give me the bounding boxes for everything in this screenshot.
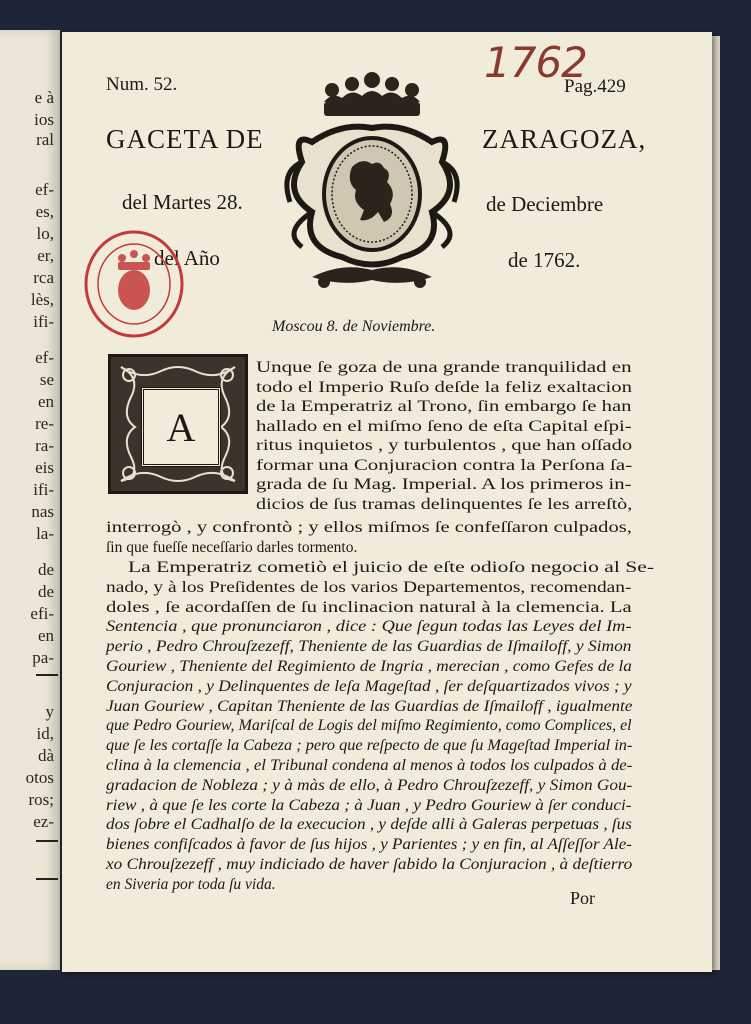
article-line: interrogò , y confrontò ; y ellos miſmos ſe confeſſaron culpados, xyxy=(106,519,632,537)
library-stamp-icon xyxy=(82,228,186,340)
page-number: Pag.429 xyxy=(564,76,626,97)
left-page-fragment: ios xyxy=(34,110,54,129)
left-page-fragment: ez- xyxy=(33,812,54,831)
article-line: de la Emperatriz al Trono, ſin embargo ſe han xyxy=(256,398,632,415)
article-line: xo Chrouſzezeff , muy indiciado de haver ſabido la Conjuracion , à deſtierro xyxy=(106,856,633,873)
left-page-fragment: eis xyxy=(35,458,54,477)
rule-line xyxy=(36,674,58,676)
article-line: nado, y à los Preſidentes de los varios Departementos, recomendan- xyxy=(106,578,632,596)
decorative-initial xyxy=(108,354,248,494)
left-page-fragment: lo, xyxy=(36,224,54,243)
article-line: Sentencia , que pronunciaron , dice : Que ſegun todas las Leyes del Im- xyxy=(106,618,632,636)
left-page-fragment: otos xyxy=(25,768,54,787)
left-page-fragment: lès, xyxy=(30,290,54,309)
rule-line xyxy=(36,840,58,842)
left-page-fragment: es, xyxy=(35,202,54,221)
left-page-fragment: en xyxy=(37,626,54,645)
left-page-fragment: la- xyxy=(36,524,54,543)
left-page-fragment: ral xyxy=(36,130,54,149)
left-page-fragment: er, xyxy=(37,246,54,265)
article-line: grada de ſu Mag. Imperial. A los primeros in- xyxy=(256,476,632,493)
left-page-fragment: ros; xyxy=(28,790,54,809)
left-page-fragment: ra- xyxy=(35,436,54,455)
article-line: Juan Gouriew , Capitan Theniente de las Guardias de Iſmailoff , igualmente xyxy=(106,697,633,715)
initial-letter: A xyxy=(141,387,221,467)
article-line: clina à la clemencia , el Tribunal condena al menos à todos los culpados à de- xyxy=(106,757,633,774)
year-value: de 1762. xyxy=(508,248,581,272)
left-page-fragment: de xyxy=(37,582,54,601)
adjacent-page-fragment xyxy=(0,30,60,970)
article-line: La Emperatriz cometiò el juicio de eſte odioſo negocio al Se- xyxy=(128,559,655,576)
left-page-fragment: pa- xyxy=(32,648,54,667)
article-line: gradacion de Nobleza ; y à màs de ello, à Pedro Chrouſzezeff, y Simon Gou- xyxy=(106,776,633,794)
article-line: ritus inquietos , y turbulentos , que han oſſado xyxy=(256,437,633,454)
left-page-fragment: dà xyxy=(37,746,54,765)
left-page-fragment: nas xyxy=(31,502,54,521)
article-line: que ſe les cortaſſe la Cabeza ; pero que reſpecto de que ſu Mageſtad Imperial in- xyxy=(106,737,633,755)
article-line: dicios de ſus tramas delinquentes ſe les arreſtò, xyxy=(256,495,633,513)
date-weekday: del Martes 28. xyxy=(122,190,243,214)
article-line: todo el Imperio Ruſo deſde la feliz exaltacion xyxy=(256,378,633,396)
gazette-page xyxy=(62,32,712,972)
article-line: bienes confiſcados à favor de ſus hijos , y Parientes ; y en fin, al Aſſeſſor Ale- xyxy=(106,836,632,854)
date-month: de Deciembre xyxy=(486,192,604,216)
left-page-fragment: e à xyxy=(34,88,54,107)
article-line: ſin que fueſſe neceſſario darles tormento. xyxy=(106,539,358,557)
article-line: riew , à que ſe les corte la Cabeza ; à Juan , y Pedro Gouriew à ſer conduci- xyxy=(106,796,632,814)
article-line: doles , ſe acordaſſen de ſu inclinacion natural à la clemencia. La xyxy=(106,598,632,616)
left-page-fragment: efi- xyxy=(30,604,54,623)
left-page-fragment: se xyxy=(39,370,54,389)
article-line: formar una Conjuracion contra la Perſona ſa- xyxy=(256,456,633,474)
left-page-fragment: ifi- xyxy=(33,312,54,331)
left-page-fragment: id, xyxy=(36,724,54,743)
article-line: dos ſobre el Cadhalſo de la execucion , y deſde alli à Galeras perpetuas , ſus xyxy=(106,816,632,834)
handwritten-year: 1762 xyxy=(484,38,587,87)
rule-line xyxy=(36,878,58,880)
article-line: Unque ſe goza de una grande tranquilidad en xyxy=(256,359,632,376)
article-line: que Pedro Gouriew, Mariſcal de Logis del miſmo Regimiento, como Complices, el xyxy=(106,717,632,735)
article-line: Gouriew , Theniente del Regimiento de Ingria , merecian , como Gefes de la xyxy=(106,658,632,675)
issue-number: Num. 52. xyxy=(106,74,178,95)
year-label: del Año xyxy=(154,246,220,270)
left-page-fragment: en xyxy=(37,392,54,411)
page-edge xyxy=(712,36,720,970)
coat-of-arms-icon xyxy=(272,72,472,302)
article-line: perio , Pedro Chrouſzezeff, Theniente de las Guardias de Iſmailoff, y Simon xyxy=(106,638,632,656)
left-page-fragment: ef- xyxy=(35,348,54,367)
left-page-fragment: y xyxy=(45,702,54,721)
title-right: ZARAGOZA, xyxy=(482,124,647,154)
left-page-fragment: de xyxy=(37,560,54,579)
article-line: en Siveria por toda ſu vida. xyxy=(106,875,276,893)
left-page-fragment: rca xyxy=(33,268,54,287)
title-left: GACETA DE xyxy=(106,124,264,154)
article-line: Conjuracion , y Delinquentes de leſa Mageſtad , ſer deſquartizados vivos ; y xyxy=(106,677,632,695)
catchword: Por xyxy=(570,888,596,908)
dateline: Moscou 8. de Noviembre. xyxy=(272,318,436,335)
article-line: hallado en el miſmo ſeno de eſta Capital eſpi- xyxy=(256,417,632,435)
left-page-fragment: ef- xyxy=(35,180,54,199)
left-page-fragment: ifi- xyxy=(33,480,54,499)
left-page-fragment: re- xyxy=(35,414,54,433)
